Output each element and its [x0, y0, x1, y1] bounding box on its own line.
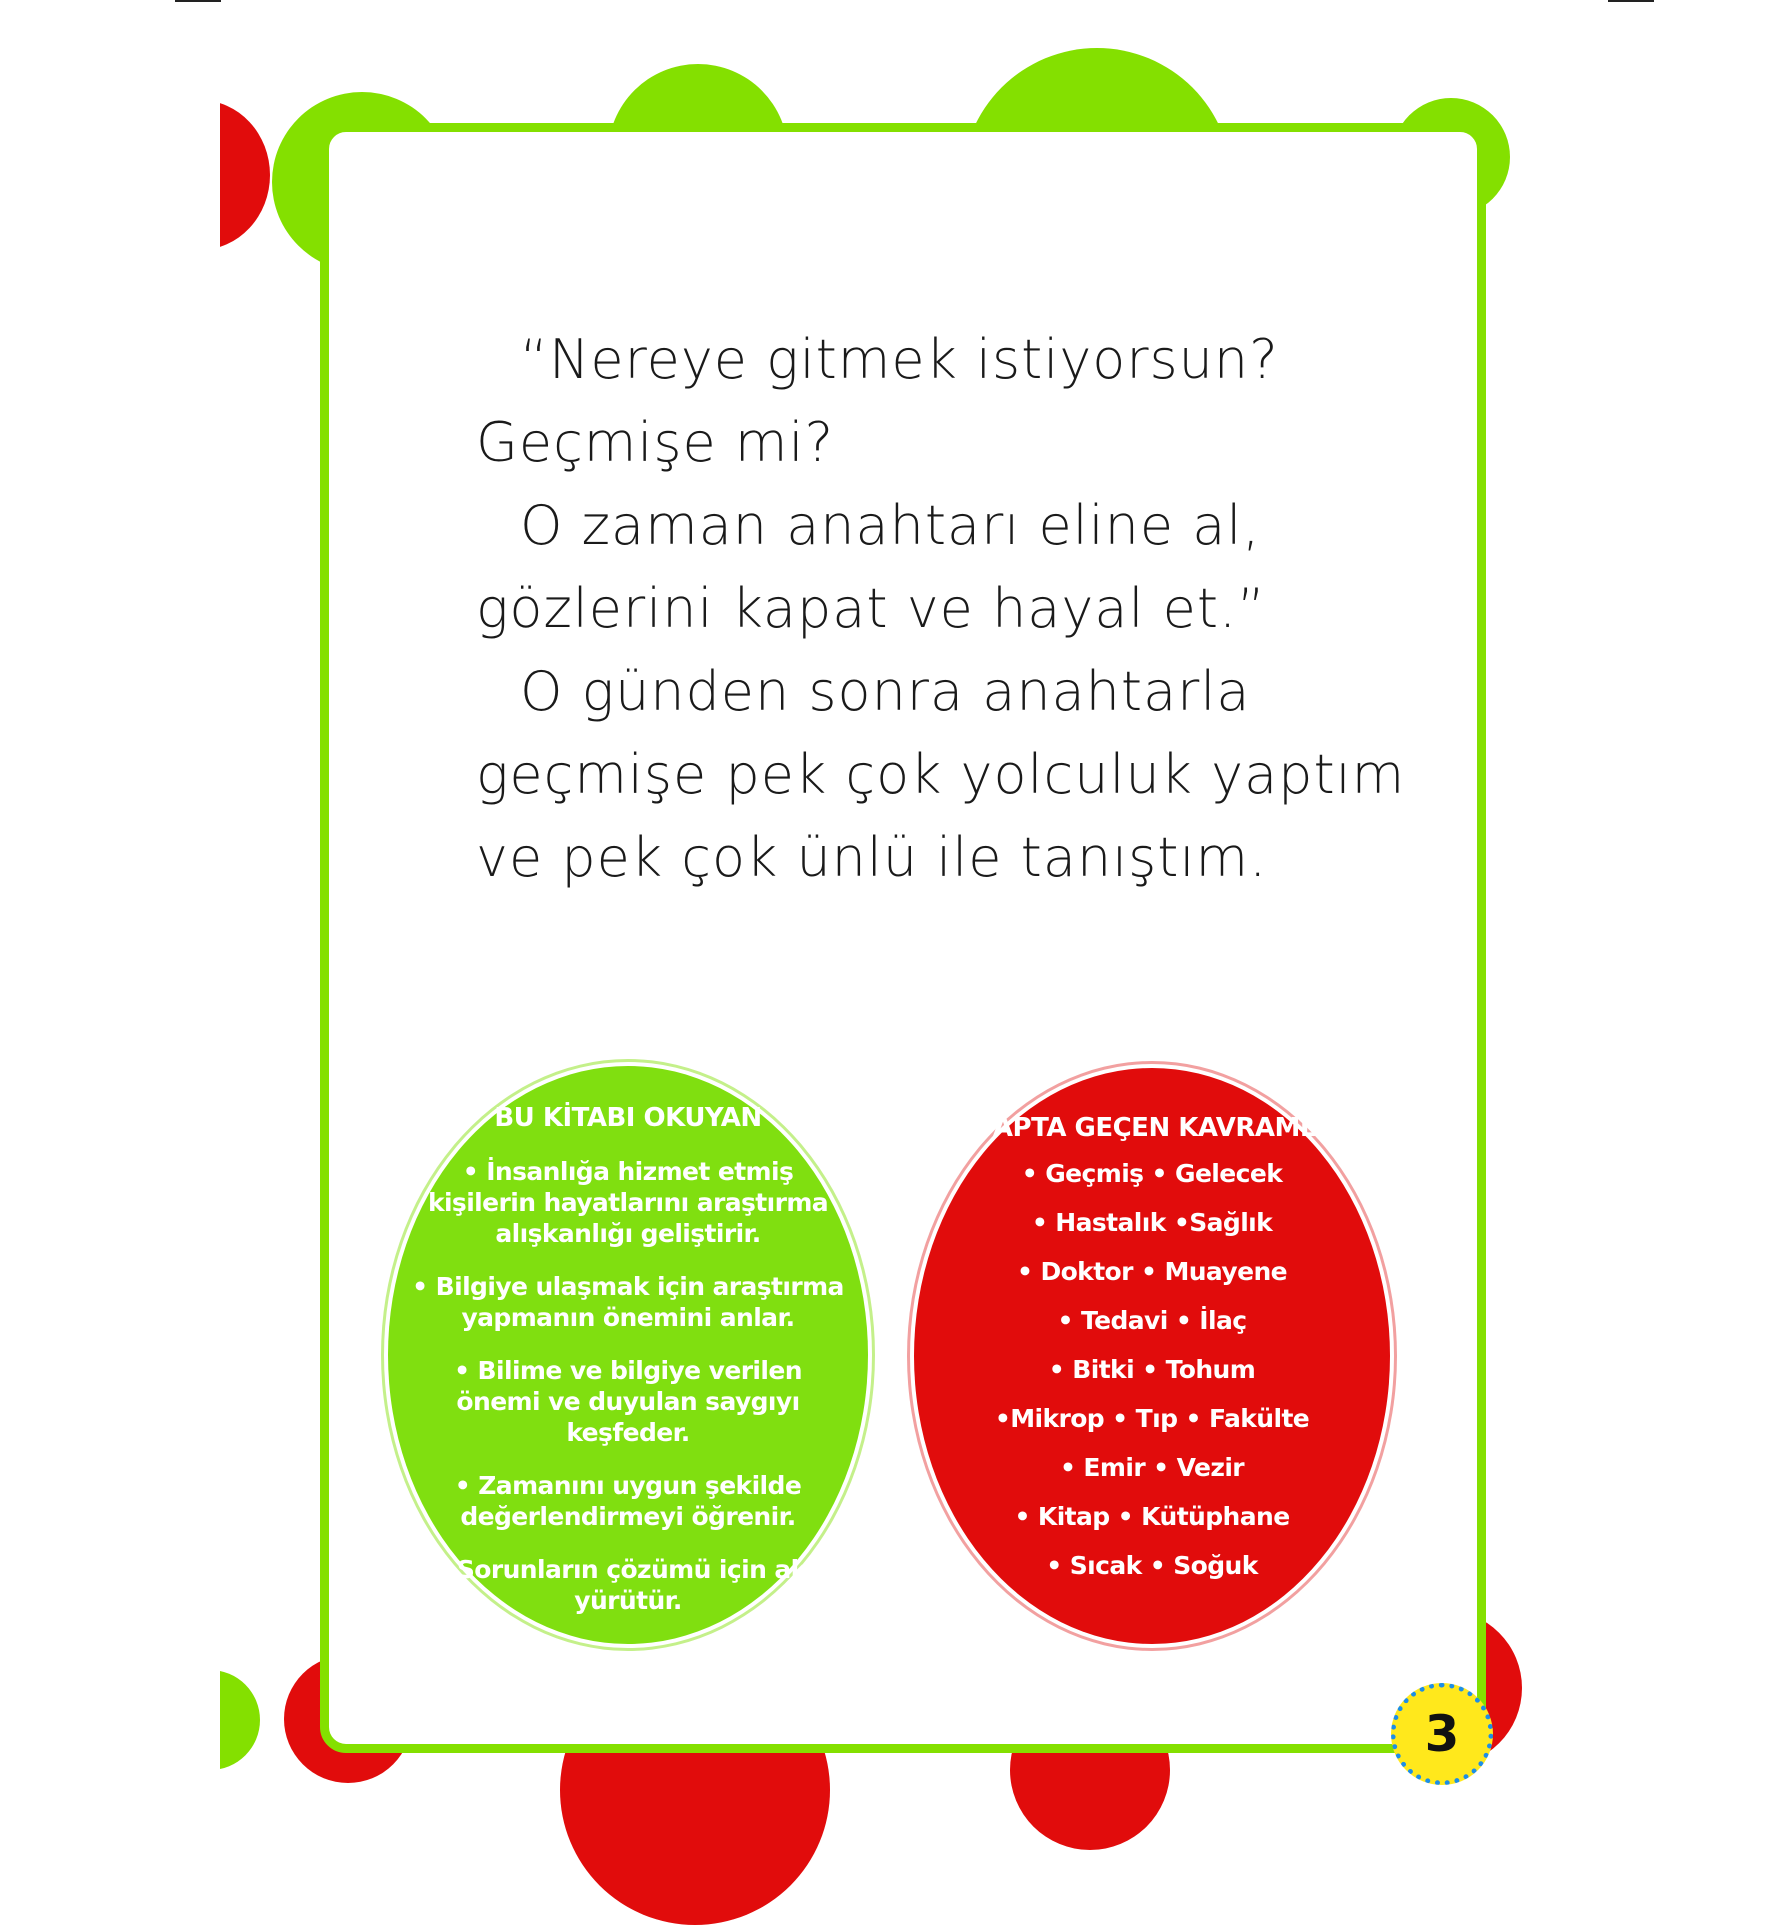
- reader-outcomes-title: BU KİTABI OKUYAN: [494, 1103, 762, 1133]
- reader-outcome-item: • Bilgiye ulaşmak için araştırma yapmanın önemini anlar.: [412, 1272, 844, 1332]
- story-text: [476, 318, 1406, 899]
- concept-item: • Emir • Vezir: [1059, 1453, 1245, 1482]
- crop-mark-left: [175, 0, 221, 2]
- concepts-box: [914, 1068, 1390, 1644]
- concept-item: • Kitap • Kütüphane: [1014, 1502, 1290, 1531]
- concept-item: • Hastalık •Sağlık: [1031, 1208, 1273, 1237]
- concept-item: • Sıcak • Soğuk: [1046, 1551, 1258, 1580]
- concepts-title: KİTAPTA GEÇEN KAVRAMLAR: [948, 1113, 1356, 1143]
- left-edge-red-deco: [220, 100, 280, 260]
- story-line: Geçmişe mi?: [476, 411, 835, 474]
- concept-item: • Geçmiş • Gelecek: [1021, 1159, 1283, 1188]
- story-line: O zaman anahtarı eline al,: [520, 494, 1261, 557]
- story-line: O günden sonra anahtarla: [520, 660, 1251, 723]
- reader-outcome-item: • Bilime ve bilgiye verilen önemi ve duyulan saygıyı keşfeder.: [454, 1356, 802, 1447]
- concept-item: •Mikrop • Tıp • Fakülte: [994, 1404, 1310, 1433]
- crop-mark-right: [1608, 0, 1654, 2]
- reader-outcome-item: • İnsanlığa hizmet etmiş kişilerin hayatlarını araştırma alışkanlığı geliştirir.: [427, 1157, 829, 1248]
- reader-outcome-item: • Sorunların çözümü için akıl yürütür.: [433, 1555, 823, 1615]
- left-edge-green-deco: [220, 1670, 280, 1770]
- page-number-badge: 3: [1391, 1683, 1493, 1785]
- story-line: gözlerini kapat ve hayal et.”: [476, 577, 1267, 640]
- story-line: ve pek çok ünlü ile tanıştım.: [476, 826, 1268, 889]
- concept-item: • Tedavi • İlaç: [1057, 1306, 1247, 1335]
- story-line: “Nereye gitmek istiyorsun?: [520, 328, 1279, 391]
- reader-outcomes-box: [388, 1066, 868, 1644]
- concept-item: • Bitki • Tohum: [1048, 1355, 1256, 1384]
- reader-outcome-item: • Zamanını uygun şekilde değerlendirmeyi öğrenir.: [454, 1471, 802, 1531]
- concept-item: • Doktor • Muayene: [1016, 1257, 1288, 1286]
- story-line: geçmişe pek çok yolculuk yaptım: [476, 743, 1406, 806]
